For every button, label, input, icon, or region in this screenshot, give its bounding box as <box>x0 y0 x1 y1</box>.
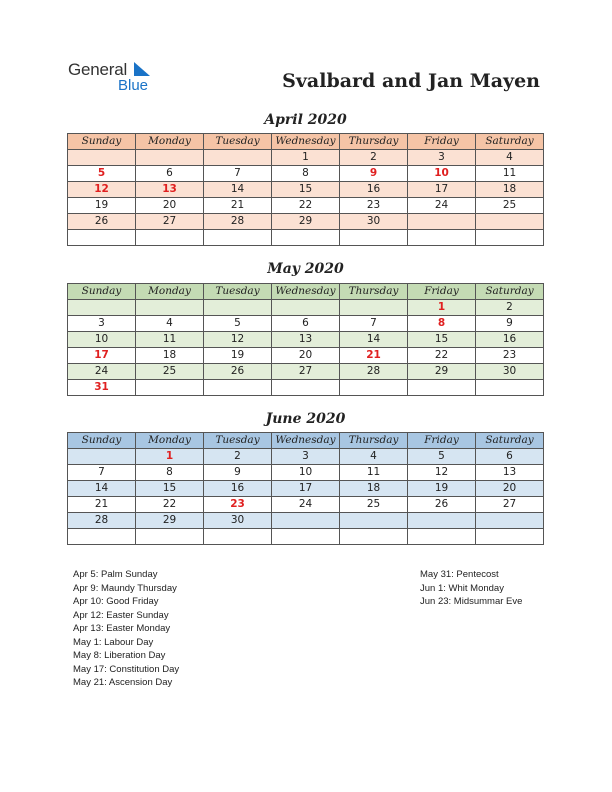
day-cell: 9 <box>476 316 544 332</box>
day-cell: 23 <box>476 348 544 364</box>
day-cell: 4 <box>476 150 544 166</box>
week-row <box>68 332 544 348</box>
holiday-item: May 1: Labour Day <box>73 636 154 648</box>
day-cell <box>408 230 476 246</box>
week-row <box>68 348 544 364</box>
day-cell: 5 <box>204 316 272 332</box>
day-cell: 25 <box>340 497 408 513</box>
holiday-item: May 21: Ascension Day <box>73 677 173 688</box>
holiday-item: Apr 13: Easter Monday <box>73 623 171 634</box>
day-cell: 20 <box>136 198 204 214</box>
day-cell <box>476 214 544 230</box>
day-cell: 5 <box>68 166 136 182</box>
weekday-header: Thursday <box>340 284 408 300</box>
weekday-header: Friday <box>408 433 476 449</box>
day-cell: 28 <box>68 513 136 529</box>
day-cell: 13 <box>136 182 204 198</box>
day-cell <box>272 230 340 246</box>
day-cell: 23 <box>340 198 408 214</box>
day-cell <box>136 380 204 396</box>
day-cell <box>136 529 204 545</box>
day-cell <box>408 529 476 545</box>
calendar-may <box>67 283 544 396</box>
day-cell: 26 <box>68 214 136 230</box>
day-cell: 6 <box>272 316 340 332</box>
weekday-header: Monday <box>136 433 204 449</box>
day-cell: 22 <box>272 198 340 214</box>
weekday-header: Wednesday <box>272 284 340 300</box>
day-cell <box>204 300 272 316</box>
day-cell <box>272 300 340 316</box>
weekday-header: Monday <box>136 284 204 300</box>
day-cell: 5 <box>408 449 476 465</box>
day-cell: 7 <box>204 166 272 182</box>
day-cell: 11 <box>476 166 544 182</box>
weekday-header-row <box>68 284 544 300</box>
day-cell: 26 <box>408 497 476 513</box>
holiday-item: Apr 9: Maundy Thursday <box>73 582 177 594</box>
holiday-item: May 17: Constitution Day <box>73 663 180 675</box>
day-cell: 18 <box>136 348 204 364</box>
day-cell: 27 <box>136 214 204 230</box>
day-cell: 12 <box>68 182 136 198</box>
day-cell <box>136 150 204 166</box>
day-cell: 16 <box>204 481 272 497</box>
day-cell: 15 <box>272 182 340 198</box>
holiday-list-right <box>420 568 522 609</box>
day-cell: 14 <box>204 182 272 198</box>
day-cell: 18 <box>340 481 408 497</box>
day-cell: 17 <box>68 348 136 364</box>
day-cell: 14 <box>68 481 136 497</box>
day-cell <box>68 230 136 246</box>
week-row <box>68 465 544 481</box>
day-cell <box>272 529 340 545</box>
day-cell: 13 <box>272 332 340 348</box>
day-cell: 26 <box>204 364 272 380</box>
day-cell: 7 <box>68 465 136 481</box>
day-cell: 12 <box>408 465 476 481</box>
day-cell: 19 <box>68 198 136 214</box>
weekday-header: Thursday <box>340 134 408 150</box>
day-cell: 25 <box>136 364 204 380</box>
day-cell <box>136 230 204 246</box>
day-cell <box>204 150 272 166</box>
weekday-header: Tuesday <box>204 134 272 150</box>
day-cell: 13 <box>476 465 544 481</box>
day-cell <box>68 449 136 465</box>
day-cell <box>408 214 476 230</box>
day-cell: 23 <box>204 497 272 513</box>
day-cell: 21 <box>340 348 408 364</box>
weekday-header: Thursday <box>340 433 408 449</box>
week-row <box>68 150 544 166</box>
calendar-body <box>68 300 544 396</box>
day-cell: 11 <box>136 332 204 348</box>
day-cell <box>68 300 136 316</box>
day-cell <box>272 513 340 529</box>
day-cell: 19 <box>204 348 272 364</box>
day-cell <box>408 513 476 529</box>
day-cell <box>136 300 204 316</box>
weekday-header: Tuesday <box>204 284 272 300</box>
day-cell: 10 <box>272 465 340 481</box>
weekday-header: Sunday <box>68 134 136 150</box>
day-cell: 29 <box>408 364 476 380</box>
day-cell <box>340 513 408 529</box>
day-cell <box>340 380 408 396</box>
day-cell: 1 <box>272 150 340 166</box>
logo-blue-text: Blue <box>118 77 149 94</box>
week-row <box>68 166 544 182</box>
weekday-header: Monday <box>136 134 204 150</box>
day-cell: 24 <box>272 497 340 513</box>
day-cell <box>476 230 544 246</box>
day-cell <box>204 529 272 545</box>
day-cell <box>408 380 476 396</box>
day-cell <box>68 529 136 545</box>
day-cell <box>340 230 408 246</box>
week-row <box>68 198 544 214</box>
weekday-header: Saturday <box>476 134 544 150</box>
day-cell: 21 <box>68 497 136 513</box>
day-cell: 4 <box>340 449 408 465</box>
day-cell: 28 <box>340 364 408 380</box>
day-cell: 29 <box>272 214 340 230</box>
logo-triangle-icon <box>134 62 150 76</box>
week-row <box>68 513 544 529</box>
calendar-june <box>67 432 544 545</box>
weekday-header: Saturday <box>476 433 544 449</box>
day-cell: 9 <box>340 166 408 182</box>
day-cell: 1 <box>408 300 476 316</box>
week-row <box>68 481 544 497</box>
calendar-april <box>67 133 544 246</box>
day-cell: 17 <box>272 481 340 497</box>
weekday-header-row <box>68 134 544 150</box>
day-cell <box>476 513 544 529</box>
holiday-list-left <box>73 568 179 690</box>
day-cell <box>204 230 272 246</box>
day-cell: 10 <box>408 166 476 182</box>
day-cell: 9 <box>204 465 272 481</box>
day-cell: 20 <box>476 481 544 497</box>
day-cell: 31 <box>68 380 136 396</box>
day-cell: 18 <box>476 182 544 198</box>
day-cell <box>68 150 136 166</box>
week-row <box>68 529 544 545</box>
day-cell <box>476 380 544 396</box>
day-cell: 24 <box>68 364 136 380</box>
day-cell: 19 <box>408 481 476 497</box>
day-cell: 3 <box>68 316 136 332</box>
logo-general-text: General <box>68 60 128 79</box>
calendar-body <box>68 449 544 545</box>
month-title-june: June 2020 <box>265 411 346 427</box>
holiday-item: Jun 23: Midsummar Eve <box>420 596 523 607</box>
day-cell: 6 <box>136 166 204 182</box>
day-cell: 7 <box>340 316 408 332</box>
day-cell: 11 <box>340 465 408 481</box>
logo <box>68 60 168 96</box>
country-title: Svalbard and Jan Mayen <box>282 70 540 92</box>
holiday-item: May 8: Liberation Day <box>73 650 166 661</box>
day-cell: 16 <box>476 332 544 348</box>
day-cell: 22 <box>136 497 204 513</box>
holiday-item: Apr 10: Good Friday <box>73 596 159 607</box>
month-title-may: May 2020 <box>267 261 344 277</box>
week-row <box>68 316 544 332</box>
weekday-header: Sunday <box>68 433 136 449</box>
day-cell <box>340 529 408 545</box>
day-cell: 8 <box>136 465 204 481</box>
day-cell <box>204 380 272 396</box>
day-cell: 16 <box>340 182 408 198</box>
day-cell: 10 <box>68 332 136 348</box>
weekday-header: Wednesday <box>272 433 340 449</box>
day-cell <box>476 529 544 545</box>
day-cell: 29 <box>136 513 204 529</box>
day-cell: 8 <box>272 166 340 182</box>
weekday-header: Wednesday <box>272 134 340 150</box>
day-cell: 27 <box>272 364 340 380</box>
weekday-header-row <box>68 433 544 449</box>
week-row <box>68 182 544 198</box>
holiday-item: Jun 1: Whit Monday <box>420 582 504 594</box>
week-row <box>68 364 544 380</box>
day-cell <box>272 380 340 396</box>
day-cell: 2 <box>204 449 272 465</box>
day-cell: 30 <box>204 513 272 529</box>
day-cell: 15 <box>136 481 204 497</box>
weekday-header: Tuesday <box>204 433 272 449</box>
weekday-header: Friday <box>408 134 476 150</box>
day-cell: 27 <box>476 497 544 513</box>
day-cell: 20 <box>272 348 340 364</box>
week-row <box>68 230 544 246</box>
day-cell: 15 <box>408 332 476 348</box>
day-cell: 2 <box>476 300 544 316</box>
weekday-header: Saturday <box>476 284 544 300</box>
day-cell: 4 <box>136 316 204 332</box>
week-row <box>68 497 544 513</box>
day-cell: 24 <box>408 198 476 214</box>
month-title-april: April 2020 <box>264 112 347 128</box>
day-cell: 6 <box>476 449 544 465</box>
week-row <box>68 449 544 465</box>
weekday-header: Sunday <box>68 284 136 300</box>
day-cell: 1 <box>136 449 204 465</box>
day-cell <box>340 300 408 316</box>
holiday-item: Apr 5: Palm Sunday <box>73 569 158 580</box>
day-cell: 28 <box>204 214 272 230</box>
day-cell: 3 <box>408 150 476 166</box>
holiday-item: Apr 12: Easter Sunday <box>73 609 169 621</box>
weekday-header: Friday <box>408 284 476 300</box>
day-cell: 12 <box>204 332 272 348</box>
calendar-body <box>68 150 544 246</box>
week-row <box>68 214 544 230</box>
day-cell: 8 <box>408 316 476 332</box>
day-cell: 22 <box>408 348 476 364</box>
day-cell: 21 <box>204 198 272 214</box>
week-row <box>68 380 544 396</box>
week-row <box>68 300 544 316</box>
day-cell: 25 <box>476 198 544 214</box>
holiday-item: May 31: Pentecost <box>420 569 499 580</box>
day-cell: 30 <box>340 214 408 230</box>
day-cell: 2 <box>340 150 408 166</box>
day-cell: 14 <box>340 332 408 348</box>
day-cell: 17 <box>408 182 476 198</box>
day-cell: 30 <box>476 364 544 380</box>
day-cell: 3 <box>272 449 340 465</box>
